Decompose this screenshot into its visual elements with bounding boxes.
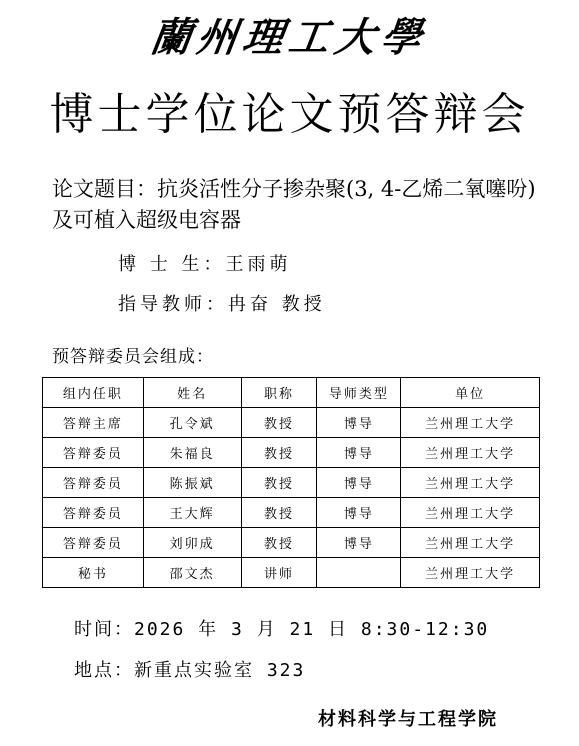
table-row	[43, 558, 540, 588]
table-cell	[317, 558, 401, 588]
column-header: 单位	[401, 378, 540, 408]
table-cell: 博导	[317, 498, 401, 528]
table-row	[43, 528, 540, 558]
table-cell: 邵文杰	[143, 558, 241, 588]
table-cell: 孔令斌	[143, 408, 241, 438]
table-cell: 兰州理工大学	[401, 408, 540, 438]
table-cell: 答辩委员	[43, 528, 144, 558]
table-cell: 教授	[241, 468, 317, 498]
column-header: 姓名	[143, 378, 241, 408]
table-cell: 兰州理工大学	[401, 558, 540, 588]
table-cell: 教授	[241, 528, 317, 558]
column-header: 导师类型	[317, 378, 401, 408]
table-cell: 王大辉	[143, 498, 241, 528]
table-cell: 博导	[317, 438, 401, 468]
thesis-topic: 论文题目：抗炎活性分子掺杂聚(3, 4-乙烯二氧噻吩)及可植入超级电容器	[52, 177, 536, 232]
defense-time: 时间：2026 年 3 月 21 日 8:30-12:30	[74, 619, 490, 640]
table-cell: 博导	[317, 408, 401, 438]
table-row	[43, 438, 540, 468]
doctoral-student: 博 士 生：王雨萌	[118, 254, 292, 275]
table-cell: 陈振斌	[143, 468, 241, 498]
table-cell: 兰州理工大学	[401, 528, 540, 558]
table-cell: 教授	[241, 408, 317, 438]
table-cell: 答辩委员	[43, 438, 144, 468]
table-cell: 教授	[241, 438, 317, 468]
table-cell: 兰州理工大学	[401, 468, 540, 498]
table-cell: 秘书	[43, 558, 144, 588]
advisor: 指导教师：冉奋 教授	[118, 294, 326, 315]
defense-place: 地点：新重点实验室 323	[74, 660, 306, 681]
table-cell: 兰州理工大学	[401, 438, 540, 468]
table-row	[43, 468, 540, 498]
table-cell: 博导	[317, 468, 401, 498]
committee-table	[42, 377, 540, 588]
table-cell: 教授	[241, 498, 317, 528]
table-cell: 兰州理工大学	[401, 498, 540, 528]
college-name: 材料科学与工程学院	[318, 709, 498, 730]
committee-heading: 预答辩委员会组成：	[52, 347, 214, 367]
table-cell: 答辩委员	[43, 468, 144, 498]
table-cell: 答辩主席	[43, 408, 144, 438]
table-row	[43, 498, 540, 528]
table-cell: 答辩委员	[43, 498, 144, 528]
table-cell: 博导	[317, 528, 401, 558]
table-cell: 讲师	[241, 558, 317, 588]
table-header-row	[43, 378, 540, 408]
table-row	[43, 408, 540, 438]
column-header: 职称	[241, 378, 317, 408]
page-title: 博士学位论文预答辩会	[49, 89, 530, 140]
table-cell: 朱福良	[143, 438, 241, 468]
university-logo: 蘭州理工大學	[147, 14, 431, 61]
column-header: 组内任职	[43, 378, 144, 408]
table-cell: 刘卯成	[143, 528, 241, 558]
